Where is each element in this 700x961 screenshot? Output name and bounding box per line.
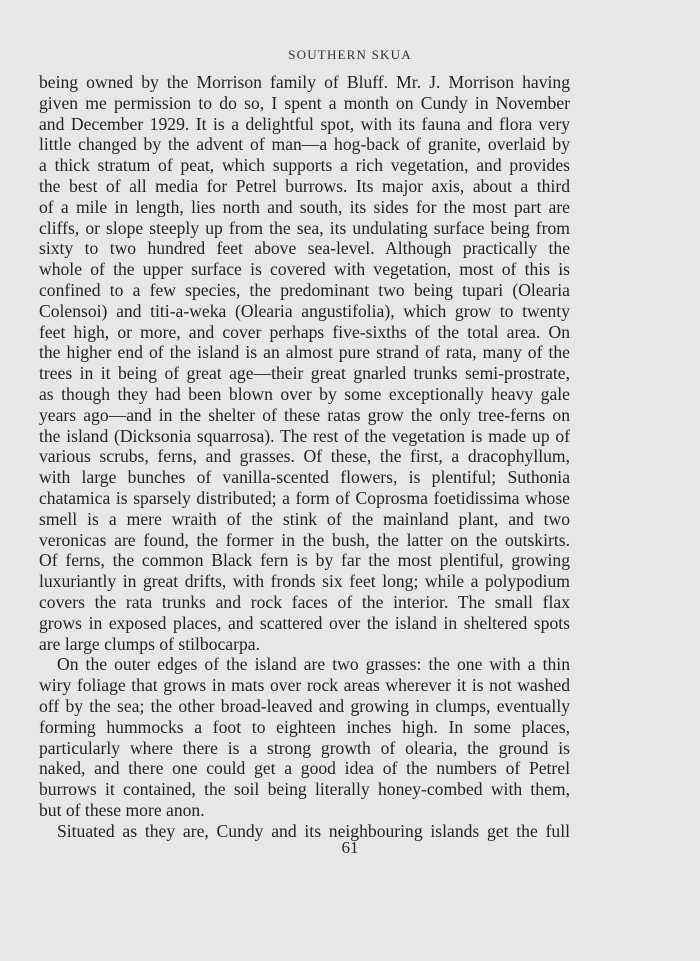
- text-line: grows in exposed places, and scattered over the island in sheltered spots: [39, 612, 570, 633]
- text-line: confined to a few species, the predominant two being tupari (Olearia: [39, 279, 570, 300]
- text-line: forming hummocks a foot to eighteen inches high. In some places,: [39, 716, 570, 737]
- text-line: Colensoi) and titi-a-weka (Olearia angustifolia), which grow to twenty: [39, 300, 570, 321]
- body-text: [39, 72, 570, 841]
- text-line: feet high, or more, and cover perhaps five-sixths of the total area. On: [39, 321, 570, 342]
- text-line: but of these more anon.: [39, 799, 205, 820]
- text-line: off by the sea; the other broad-leaved and growing in clumps, eventually: [39, 695, 570, 716]
- text-line: sixty to two hundred feet above sea-level. Although practically the: [39, 238, 570, 259]
- text-line: luxuriantly in great drifts, with fronds six feet long; while a polypodium: [39, 571, 570, 592]
- text-line: various scrubs, ferns, and grasses. Of these, the first, a dracophyllum,: [39, 446, 570, 467]
- page-number: 61: [341, 838, 359, 857]
- text-line: Of ferns, the common Black fern is by far the most plentiful, growing: [39, 550, 570, 571]
- text-line: Situated as they are, Cundy and its neighbouring islands get the full: [57, 820, 570, 841]
- text-line: the higher end of the island is an almost pure strand of rata, many of the: [39, 342, 570, 363]
- text-line: as though they had been blown over by some exceptionally heavy gale: [39, 383, 570, 404]
- text-line: wiry foliage that grows in mats over rock areas wherever it is not washed: [39, 675, 570, 696]
- text-line: with large bunches of vanilla-scented flowers, is plentiful; Suthonia: [39, 467, 570, 488]
- text-line: smell is a mere wraith of the stink of the mainland plant, and two: [39, 508, 570, 529]
- text-line: the island (Dicksonia squarrosa). The rest of the vegetation is made up of: [39, 425, 570, 446]
- text-line: are large clumps of stilbocarpa.: [39, 633, 260, 654]
- text-line: given me permission to do so, I spent a month on Cundy in November: [39, 92, 570, 113]
- running-head: SOUTHERN SKUA: [288, 47, 412, 62]
- text-line: whole of the upper surface is covered with vegetation, most of this is: [39, 259, 570, 280]
- text-line: and December 1929. It is a delightful spot, with its fauna and flora very: [39, 113, 570, 134]
- text-line: years ago—and in the shelter of these ratas grow the only tree-ferns on: [39, 404, 570, 425]
- text-line: veronicas are found, the former in the bush, the latter on the outskirts.: [39, 529, 570, 550]
- text-line: cliffs, or slope steeply up from the sea, its undulating surface being from: [39, 217, 570, 238]
- text-line: the best of all media for Petrel burrows. Its major axis, about a third: [39, 175, 570, 196]
- text-line: of a mile in length, lies north and south, its sides for the most part are: [39, 196, 570, 217]
- text-line: little changed by the advent of man—a hog-back of granite, overlaid by: [39, 134, 570, 155]
- text-line: a thick stratum of peat, which supports a rich vegetation, and provides: [39, 155, 570, 176]
- text-line: trees in it being of great age—their great gnarled trunks semi-prostrate,: [39, 363, 570, 384]
- text-line: being owned by the Morrison family of Bluff. Mr. J. Morrison having: [39, 72, 570, 92]
- text-line: naked, and there one could get a good idea of the numbers of Petrel: [39, 758, 570, 779]
- text-line: On the outer edges of the island are two grasses: the one with a thin: [57, 654, 570, 675]
- text-line: covers the rata trunks and rock faces of the interior. The small flax: [39, 591, 570, 612]
- text-line: chatamica is sparsely distributed; a form of Coprosma foetidissima whose: [39, 487, 570, 508]
- text-line: particularly where there is a strong growth of olearia, the ground is: [39, 737, 570, 758]
- text-line: burrows it contained, the soil being literally honey-combed with them,: [39, 779, 570, 800]
